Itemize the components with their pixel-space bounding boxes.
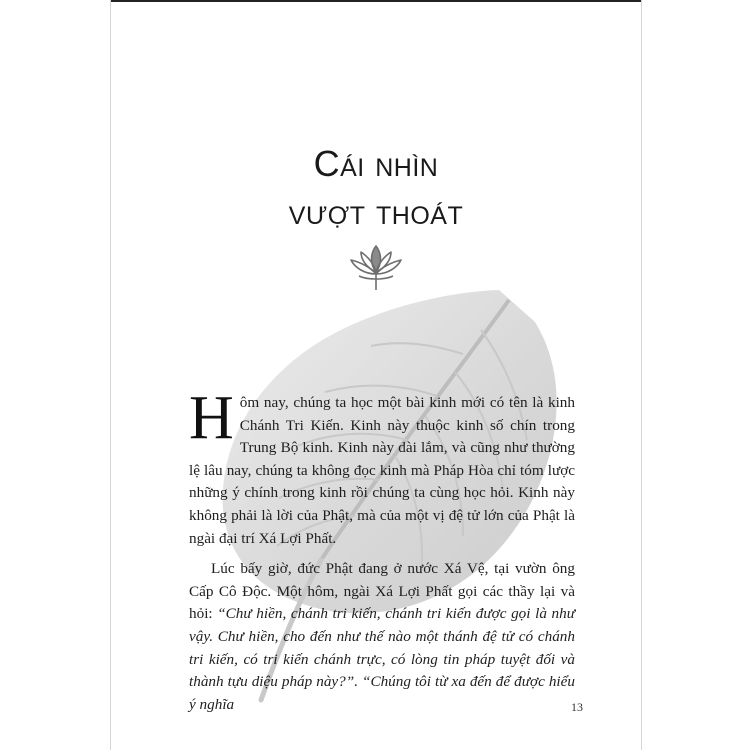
- paragraph-2-quote-1: “Chư hiền, chánh tri kiến, chánh tri kiến được gọi là như vậy. Chư hiền, cho đến như thế nào một thánh đệ tử có chánh tri kiến, có tri kiến chánh trực, có lòng tin pháp tuyệt đối và thành tựu diệu pháp này?”.: [189, 605, 575, 691]
- body-text: [189, 384, 575, 724]
- paragraph-1: [189, 384, 575, 550]
- book-page: [110, 0, 642, 750]
- drop-cap: H: [189, 384, 234, 452]
- paragraph-2-quote-2: “Chúng tôi từ xa đến để được hiểu ý nghĩa: [189, 673, 575, 713]
- paragraph-2-text: Lúc bấy giờ, đức Phật đang ở nước Xá Vệ, tại vườn ông Cấp Cô Độc. Một hôm, ngài Xá Lợi Phất gọi các thầy lại và hỏi:: [189, 560, 575, 623]
- chapter-title-line-1: Cái nhìn: [313, 143, 439, 184]
- paragraph-2: [189, 558, 575, 716]
- page-number: 13: [571, 700, 583, 714]
- paragraph-1-text: ôm nay, chúng ta học một bài kinh mới có tên là kinh Chánh Tri Kiến. Kinh này thuộc kinh số chín trong Trung Bộ kinh. Kinh này dài lắm, và cũng như thường lệ lâu nay, chúng ta không đọc kinh mà Pháp Hòa chỉ tóm lược những ý chính trong kinh rồi chúng ta cùng học hỏi. Kinh này không phải là lời của Phật, mà của một vị đệ tử lớn của Phật là ngài đại trí Xá Lợi Phất.: [189, 394, 575, 547]
- chapter-title: [111, 140, 641, 236]
- lotus-ornament-icon: [349, 242, 403, 292]
- chapter-title-line-2: vượt thoát: [288, 191, 464, 232]
